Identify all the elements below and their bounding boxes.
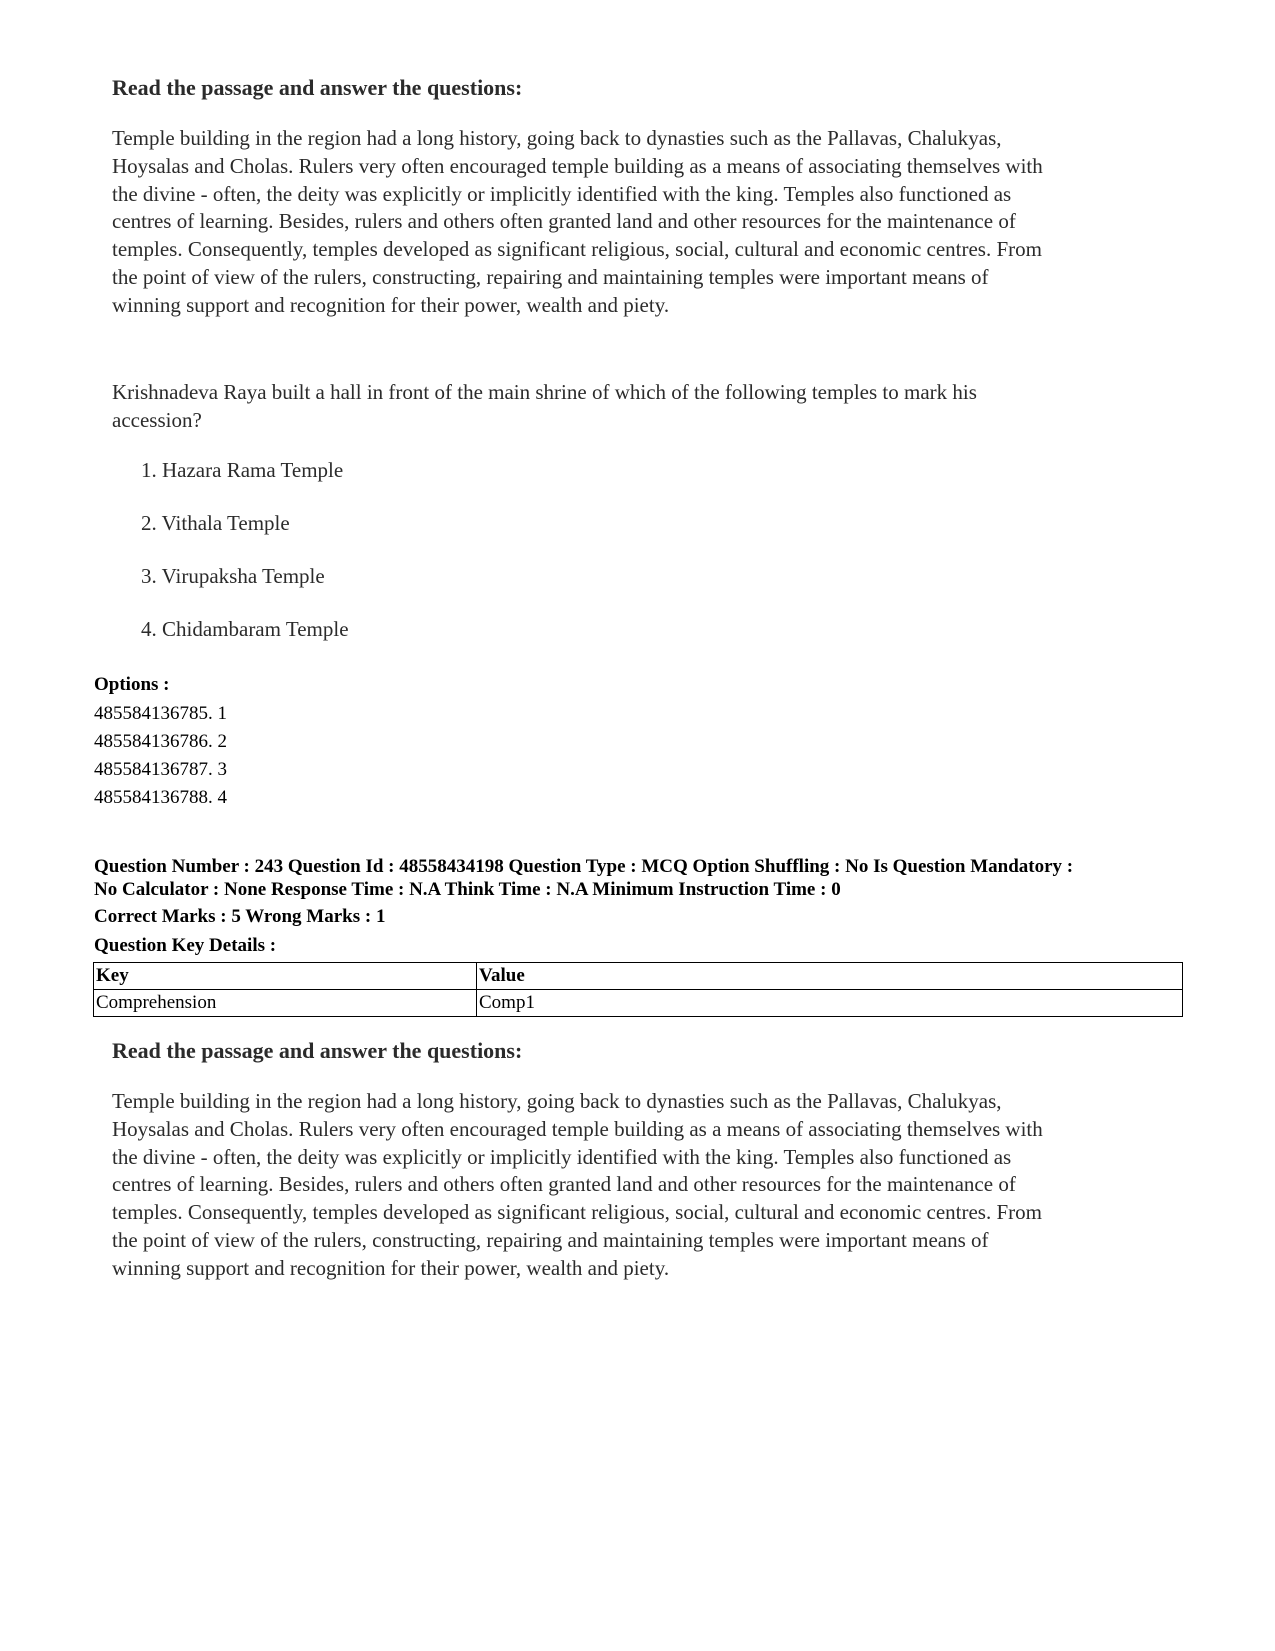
option-item: 485584136787. 3: [94, 759, 227, 780]
choice-item: 3. Virupaksha Temple: [141, 564, 325, 588]
choice-item: 2. Vithala Temple: [141, 511, 290, 535]
option-item: 485584136788. 4: [94, 787, 227, 808]
passage-text: [112, 125, 1172, 320]
passage-heading: Read the passage and answer the questions:: [112, 75, 523, 100]
option-item: 485584136786. 2: [94, 731, 227, 752]
passage-line: centres of learning. Besides, rulers and others often granted land and other resources for the maintenance of: [112, 209, 1016, 234]
question-info: [94, 855, 1204, 901]
option-item: 485584136785. 1: [94, 703, 227, 724]
question-info-line: No Calculator : None Response Time : N.A Think Time : N.A Minimum Instruction Time : 0: [94, 879, 841, 900]
passage-line: Hoysalas and Cholas. Rulers very often encouraged temple building as a means of associating themselves with: [112, 153, 1043, 178]
passage-line: winning support and recognition for their power, wealth and piety.: [112, 292, 670, 317]
options-title: Options :: [94, 674, 170, 695]
passage-line: centres of learning. Besides, rulers and others often granted land and other resources for the maintenance of: [112, 1172, 1016, 1197]
passage-line: the divine - often, the deity was explicitly or implicitly identified with the king. Temples also functioned as: [112, 181, 1012, 206]
question-stem-line: Krishnadeva Raya built a hall in front of the main shrine of which of the following temples to mark his: [112, 380, 977, 404]
passage-line: Temple building in the region had a long history, going back to dynasties such as the Pallavas, Chalukyas,: [112, 126, 1002, 150]
table-header-cell: Value: [477, 963, 1183, 990]
table-cell: Comprehension: [94, 990, 477, 1017]
passage-line: temples. Consequently, temples developed as significant religious, social, cultural and economic centres. From: [112, 237, 1042, 262]
passage-line: the point of view of the rulers, constructing, repairing and maintaining temples were important means of: [112, 1227, 989, 1252]
table-row: [94, 990, 1183, 1017]
passage-text: [112, 1088, 1172, 1283]
passage-line: Hoysalas and Cholas. Rulers very often encouraged temple building as a means of associating themselves with: [112, 1116, 1043, 1141]
passage-line: winning support and recognition for their power, wealth and piety.: [112, 1255, 670, 1280]
passage-line: temples. Consequently, temples developed as significant religious, social, cultural and economic centres. From: [112, 1200, 1042, 1225]
question-stem-line: accession?: [112, 407, 202, 432]
table-header-row: [94, 963, 1183, 990]
question-info-line: Question Number : 243 Question Id : 48558434198 Question Type : MCQ Option Shuffling : No Is Question Mandatory :: [94, 856, 1074, 877]
choice-item: 1. Hazara Rama Temple: [141, 458, 344, 482]
table-header-cell: Key: [94, 963, 477, 990]
passage-line: Temple building in the region had a long history, going back to dynasties such as the Pallavas, Chalukyas,: [112, 1089, 1002, 1113]
question-stem: [112, 379, 1172, 435]
key-details-table: [93, 962, 1183, 1017]
passage-line: the divine - often, the deity was explicitly or implicitly identified with the king. Temples also functioned as: [112, 1144, 1012, 1169]
choice-item: 4. Chidambaram Temple: [141, 617, 349, 641]
table-cell: Comp1: [477, 990, 1183, 1017]
marks-line: Correct Marks : 5 Wrong Marks : 1: [94, 906, 386, 927]
key-details-title: Question Key Details :: [94, 935, 277, 956]
passage-heading: Read the passage and answer the questions:: [112, 1038, 523, 1063]
passage-line: the point of view of the rulers, constructing, repairing and maintaining temples were important means of: [112, 264, 989, 289]
